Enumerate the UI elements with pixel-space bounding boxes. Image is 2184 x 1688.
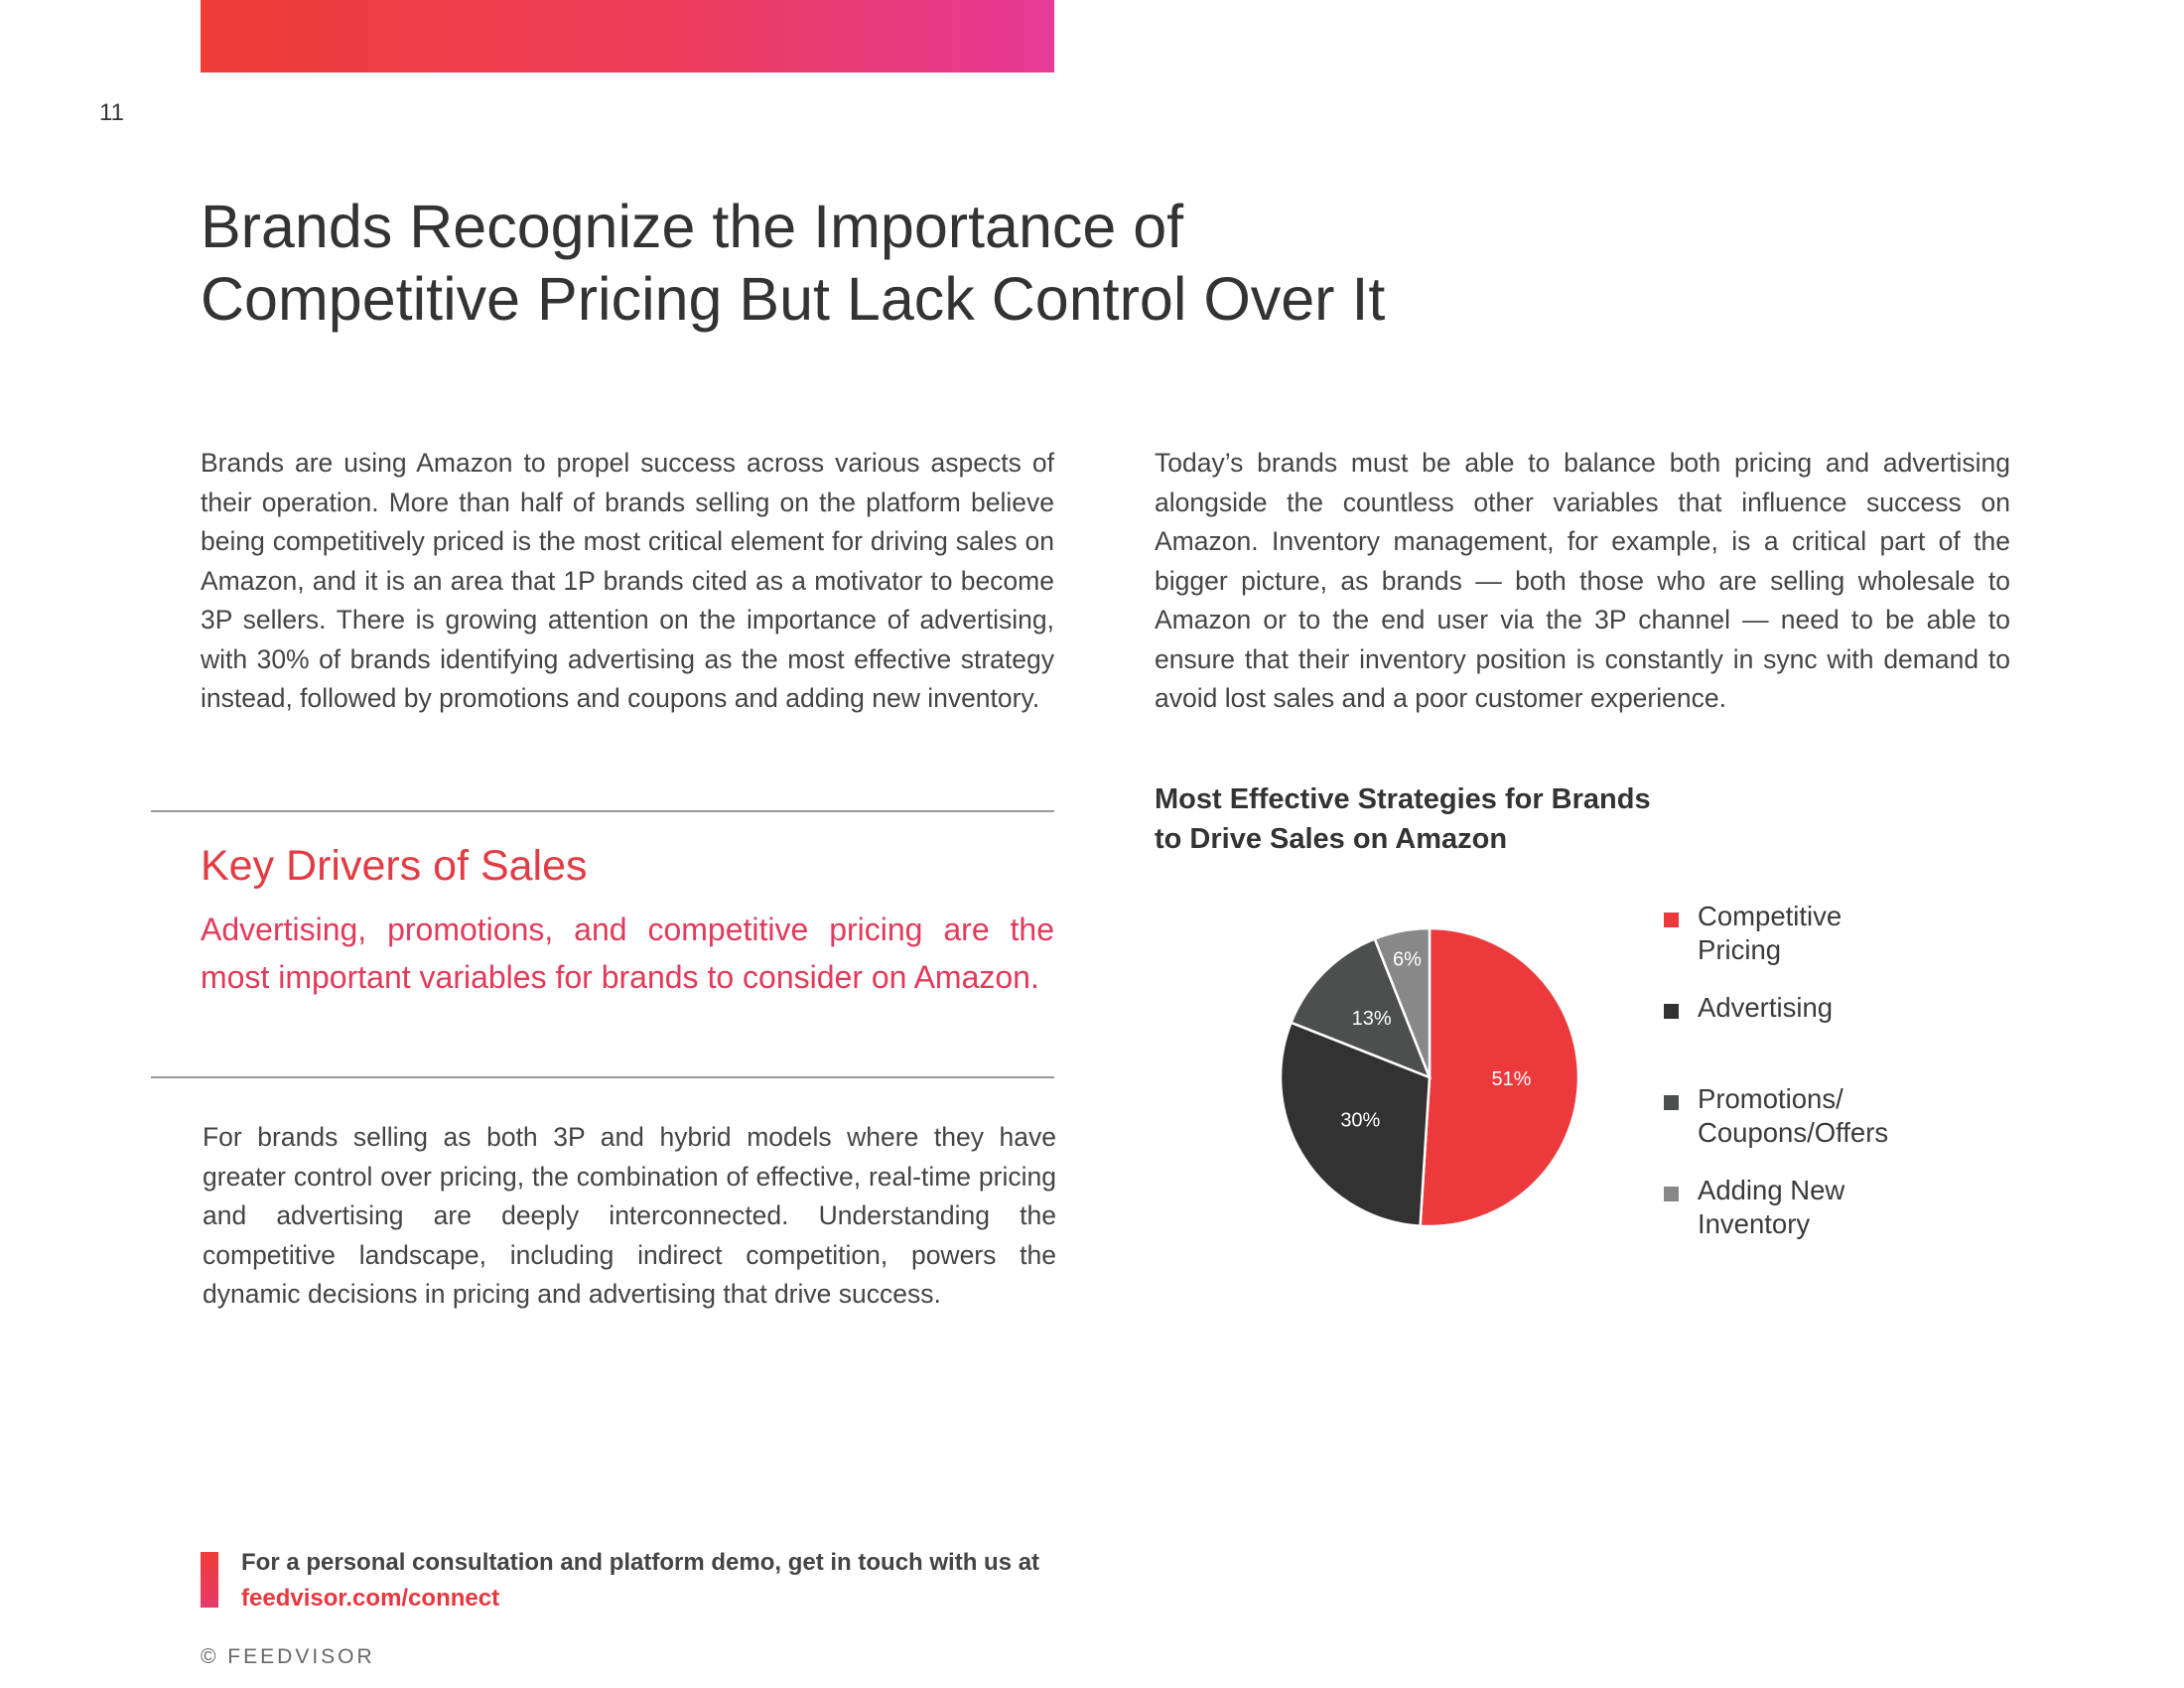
legend-swatch-competitive-pricing [1664, 913, 1679, 927]
legend-label-line: Pricing [1698, 934, 1782, 965]
chart-title [1155, 779, 1849, 859]
pie-data-label: 13% [1351, 1007, 1392, 1030]
header-accent-bar [201, 0, 1054, 72]
strategies-pie-chart [1271, 914, 1608, 1241]
chart-title-line-1: Most Effective Strategies for Brands [1155, 783, 1651, 815]
pie-data-label: 51% [1491, 1067, 1532, 1090]
inventory-paragraph: Today’s brands must be able to balance both pricing and advertising alongside the countless other variables that influence success on Amazon. Inventory management, for example, is a critical part of the bigger picture, as brands — both those who are selling wholesale to Amazon or to the end user via the 3P channel — need to be able to ensure that their inventory position is constantly in sync with demand to avoid lost sales and a poor customer experience. [1155, 448, 2010, 713]
legend-label-line: Promotions/ [1698, 1083, 1843, 1114]
legend-swatch-advertising [1664, 1004, 1679, 1019]
legend-label [1698, 900, 1956, 967]
legend-item-competitive-pricing [1664, 900, 1956, 967]
legend-label-line: Competitive [1698, 901, 1843, 931]
legend-swatch-promotions [1664, 1095, 1679, 1110]
pie-data-label: 30% [1340, 1109, 1381, 1132]
legend-label [1698, 1082, 1956, 1150]
legend-label-line: Advertising [1698, 992, 1834, 1023]
legend-item-promotions [1664, 1082, 1956, 1150]
page-title-line-1: Brands Recognize the Importance of [201, 193, 1184, 260]
connect-link[interactable]: feedvisor.com/connect [241, 1585, 500, 1612]
copyright-footer: © FEEDVISOR [201, 1645, 375, 1668]
hybrid-models-paragraph: For brands selling as both 3P and hybrid models where they have greater control over pricing, the combination of effective, real-time pricing and advertising are deeply interconnected. Understanding the competitive landscape, including indirect competition, powers the dynamic decisions in pricing and advertising that drive success. [203, 1122, 1056, 1309]
page-title-line-2: Competitive Pricing But Lack Control Over It [201, 265, 1386, 333]
page-number: 11 [99, 99, 124, 126]
cta-message: For a personal consultation and platform demo, get in touch with us at [241, 1549, 1040, 1576]
key-drivers-callout: Advertising, promotions, and competitive pricing are the most important variables for brands to consider on Amazon. [201, 912, 1054, 995]
legend-label [1698, 1174, 1956, 1241]
legend-label [1698, 991, 1956, 1025]
page-title [201, 191, 1491, 336]
legend-swatch-adding-new-inventory [1664, 1187, 1679, 1201]
cta-text [241, 1545, 1075, 1617]
intro-paragraph: Brands are using Amazon to propel success across various aspects of their operation. More than half of brands selling on the platform believe being competitively priced is the most critical element for driving sales on Amazon, and it is an area that 1P brands cited as a motivator to become 3P sellers. There is growing attention on the importance of advertising, with 30% of brands identifying advertising as the most effective strategy instead, followed by promotions and coupons and adding new inventory. [201, 448, 1054, 713]
legend-label-line: Coupons/Offers [1698, 1117, 1889, 1148]
cta-accent-bar [201, 1552, 218, 1608]
legend-item-advertising [1664, 991, 1956, 1025]
divider-top [151, 810, 1054, 812]
divider-bottom [151, 1076, 1054, 1078]
pie-data-label: 6% [1393, 948, 1422, 971]
chart-title-line-2: to Drive Sales on Amazon [1155, 823, 1508, 855]
legend-item-adding-new-inventory [1664, 1174, 1956, 1241]
legend-label-line: Inventory [1698, 1208, 1811, 1239]
key-drivers-title: Key Drivers of Sales [201, 842, 588, 890]
legend-label-line: Adding New [1698, 1175, 1845, 1205]
